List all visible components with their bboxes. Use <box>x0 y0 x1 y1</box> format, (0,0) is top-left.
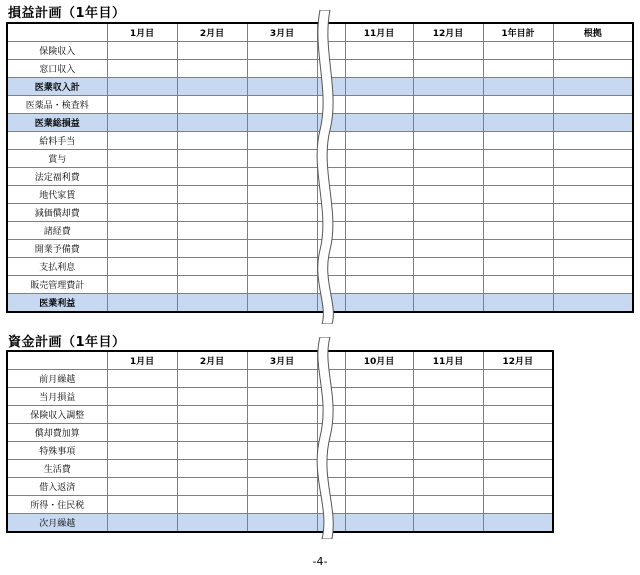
pl-value-cell[interactable] <box>345 132 413 150</box>
cf-gap-cell <box>317 351 345 370</box>
pl-value-cell[interactable] <box>413 96 483 114</box>
pl-table-row <box>7 78 633 96</box>
pl-value-cell[interactable] <box>553 42 633 60</box>
cf-row-label: 前月繰越 <box>7 370 107 388</box>
cf-col-header: 12月目 <box>483 351 553 370</box>
cf-value-cell[interactable] <box>177 406 247 424</box>
cf-value-cell[interactable] <box>345 442 413 460</box>
cf-value-cell[interactable] <box>177 514 247 533</box>
cf-table-row <box>7 442 553 460</box>
pl-value-cell[interactable] <box>247 78 317 96</box>
cf-col-header: 2月目 <box>177 351 247 370</box>
cf-value-cell[interactable] <box>345 370 413 388</box>
pl-value-cell[interactable] <box>345 258 413 276</box>
pl-value-cell[interactable] <box>177 96 247 114</box>
pl-gap-cell <box>317 132 345 150</box>
pl-value-cell[interactable] <box>345 204 413 222</box>
pl-gap-cell <box>317 222 345 240</box>
pl-value-cell[interactable] <box>107 186 177 204</box>
cf-value-cell[interactable] <box>107 388 177 406</box>
cf-value-cell[interactable] <box>247 442 317 460</box>
pl-value-cell[interactable] <box>107 132 177 150</box>
pl-value-cell[interactable] <box>247 132 317 150</box>
pl-gap-cell <box>317 204 345 222</box>
pl-value-cell[interactable] <box>247 60 317 78</box>
cf-table-row <box>7 370 553 388</box>
pl-value-cell[interactable] <box>345 294 413 313</box>
pl-col-header: 2月目 <box>177 23 247 42</box>
pl-value-cell[interactable] <box>247 276 317 294</box>
pl-table-row <box>7 204 633 222</box>
pl-value-cell[interactable] <box>413 258 483 276</box>
pl-value-cell[interactable] <box>247 42 317 60</box>
pl-value-cell[interactable] <box>247 294 317 313</box>
pl-row-label: 医業利益 <box>7 294 107 313</box>
cf-col-header: 3月目 <box>247 351 317 370</box>
pl-value-cell[interactable] <box>247 204 317 222</box>
pl-table-row <box>7 276 633 294</box>
cf-value-cell[interactable] <box>483 478 553 496</box>
cf-value-cell[interactable] <box>107 496 177 514</box>
pl-table-row <box>7 240 633 258</box>
pl-value-cell[interactable] <box>413 276 483 294</box>
cf-value-cell[interactable] <box>483 460 553 478</box>
pl-value-cell[interactable] <box>413 204 483 222</box>
pl-value-cell[interactable] <box>107 222 177 240</box>
cf-gap-cell <box>317 442 345 460</box>
cf-value-cell[interactable] <box>177 496 247 514</box>
cf-value-cell[interactable] <box>247 370 317 388</box>
pl-value-cell[interactable] <box>553 276 633 294</box>
pl-value-cell[interactable] <box>413 132 483 150</box>
cf-table <box>6 350 554 533</box>
pl-row-label: 医薬品・検査料 <box>7 96 107 114</box>
pl-table-row <box>7 42 633 60</box>
pl-row-label: 法定福利費 <box>7 168 107 186</box>
pl-gap-cell <box>317 294 345 313</box>
cf-value-cell[interactable] <box>483 388 553 406</box>
cf-table-row <box>7 460 553 478</box>
pl-table-row <box>7 186 633 204</box>
pl-value-cell[interactable] <box>107 258 177 276</box>
pl-gap-cell <box>317 150 345 168</box>
pl-row-label: 減価償却費 <box>7 204 107 222</box>
pl-value-cell[interactable] <box>107 240 177 258</box>
pl-value-cell[interactable] <box>107 42 177 60</box>
cf-row-label: 生活費 <box>7 460 107 478</box>
pl-gap-cell <box>317 42 345 60</box>
pl-gap-cell <box>317 276 345 294</box>
cf-value-cell[interactable] <box>107 514 177 533</box>
cf-value-cell[interactable] <box>247 388 317 406</box>
pl-table-row <box>7 168 633 186</box>
pl-value-cell[interactable] <box>177 132 247 150</box>
pl-value-cell[interactable] <box>247 258 317 276</box>
cf-col-header: 1月目 <box>107 351 177 370</box>
page-number: -4- <box>312 555 328 568</box>
pl-value-cell[interactable] <box>483 96 553 114</box>
pl-value-cell[interactable] <box>177 78 247 96</box>
pl-value-cell[interactable] <box>483 42 553 60</box>
pl-value-cell[interactable] <box>177 42 247 60</box>
pl-value-cell[interactable] <box>553 186 633 204</box>
pl-table-row <box>7 96 633 114</box>
pl-value-cell[interactable] <box>345 78 413 96</box>
pl-value-cell[interactable] <box>413 150 483 168</box>
cf-value-cell[interactable] <box>483 406 553 424</box>
cf-gap-cell <box>317 496 345 514</box>
pl-row-label: 販売管理費計 <box>7 276 107 294</box>
cf-value-cell[interactable] <box>107 442 177 460</box>
cf-value-cell[interactable] <box>247 406 317 424</box>
cf-value-cell[interactable] <box>107 424 177 442</box>
pl-value-cell[interactable] <box>107 78 177 96</box>
pl-value-cell[interactable] <box>177 168 247 186</box>
pl-value-cell[interactable] <box>553 150 633 168</box>
pl-value-cell[interactable] <box>177 240 247 258</box>
pl-table-row <box>7 294 633 313</box>
pl-value-cell[interactable] <box>413 168 483 186</box>
pl-value-cell[interactable] <box>553 258 633 276</box>
pl-table-row <box>7 132 633 150</box>
pl-value-cell[interactable] <box>177 276 247 294</box>
pl-value-cell[interactable] <box>177 114 247 132</box>
pl-table-row <box>7 114 633 132</box>
pl-value-cell[interactable] <box>107 150 177 168</box>
cf-value-cell[interactable] <box>345 478 413 496</box>
cf-value-cell[interactable] <box>345 424 413 442</box>
pl-value-cell[interactable] <box>247 150 317 168</box>
pl-row-label: 諸経費 <box>7 222 107 240</box>
pl-value-cell[interactable] <box>107 276 177 294</box>
pl-table-row <box>7 150 633 168</box>
cf-col-header: 11月目 <box>413 351 483 370</box>
pl-value-cell[interactable] <box>107 96 177 114</box>
cf-value-cell[interactable] <box>413 442 483 460</box>
cf-value-cell[interactable] <box>483 442 553 460</box>
pl-value-cell[interactable] <box>177 258 247 276</box>
pl-section-title: 損益計画（1年目） <box>8 6 126 21</box>
pl-value-cell[interactable] <box>483 258 553 276</box>
cf-value-cell[interactable] <box>413 514 483 533</box>
pl-row-label: 開業予備費 <box>7 240 107 258</box>
cf-table-row <box>7 478 553 496</box>
pl-gap-cell <box>317 186 345 204</box>
cf-row-label: 次月繰越 <box>7 514 107 533</box>
cf-section-title: 資金計画（1年目） <box>8 335 126 350</box>
pl-row-label: 窓口収入 <box>7 60 107 78</box>
cf-value-cell[interactable] <box>345 496 413 514</box>
pl-value-cell[interactable] <box>247 186 317 204</box>
pl-row-label: 賞与 <box>7 150 107 168</box>
pl-value-cell[interactable] <box>345 222 413 240</box>
cf-value-cell[interactable] <box>483 496 553 514</box>
pl-value-cell[interactable] <box>553 222 633 240</box>
pl-value-cell[interactable] <box>345 42 413 60</box>
cf-value-cell[interactable] <box>413 370 483 388</box>
cf-value-cell[interactable] <box>483 370 553 388</box>
pl-value-cell[interactable] <box>177 204 247 222</box>
cf-gap-cell <box>317 424 345 442</box>
pl-value-cell[interactable] <box>247 96 317 114</box>
cf-value-cell[interactable] <box>345 388 413 406</box>
pl-value-cell[interactable] <box>483 60 553 78</box>
pl-row-label: 保険収入 <box>7 42 107 60</box>
pl-table-row <box>7 222 633 240</box>
cf-gap-cell <box>317 514 345 533</box>
cf-value-cell[interactable] <box>413 460 483 478</box>
pl-row-label: 支払利息 <box>7 258 107 276</box>
pl-row-label: 医業総損益 <box>7 114 107 132</box>
cf-gap-cell <box>317 478 345 496</box>
pl-table-row <box>7 258 633 276</box>
cf-value-cell[interactable] <box>107 478 177 496</box>
cf-value-cell[interactable] <box>413 406 483 424</box>
pl-value-cell[interactable] <box>345 186 413 204</box>
pl-value-cell[interactable] <box>177 150 247 168</box>
pl-value-cell[interactable] <box>413 222 483 240</box>
pl-value-cell[interactable] <box>483 114 553 132</box>
cf-value-cell[interactable] <box>413 478 483 496</box>
pl-value-cell[interactable] <box>553 78 633 96</box>
pl-gap-cell <box>317 60 345 78</box>
cf-value-cell[interactable] <box>177 424 247 442</box>
cf-value-cell[interactable] <box>413 496 483 514</box>
pl-header-corner <box>7 23 107 42</box>
pl-value-cell[interactable] <box>345 114 413 132</box>
pl-value-cell[interactable] <box>413 60 483 78</box>
cf-table-row <box>7 424 553 442</box>
pl-gap-cell <box>317 114 345 132</box>
cf-value-cell[interactable] <box>483 424 553 442</box>
cf-value-cell[interactable] <box>345 406 413 424</box>
pl-value-cell[interactable] <box>483 294 553 313</box>
cf-row-label: 保険収入調整 <box>7 406 107 424</box>
cf-value-cell[interactable] <box>345 514 413 533</box>
cf-header-corner <box>7 351 107 370</box>
cf-value-cell[interactable] <box>413 424 483 442</box>
cf-row-label: 当月損益 <box>7 388 107 406</box>
pl-col-header: 1月目 <box>107 23 177 42</box>
pl-table-row <box>7 60 633 78</box>
cf-value-cell[interactable] <box>247 460 317 478</box>
pl-value-cell[interactable] <box>413 42 483 60</box>
pl-value-cell[interactable] <box>413 294 483 313</box>
pl-value-cell[interactable] <box>345 96 413 114</box>
cf-value-cell[interactable] <box>247 496 317 514</box>
pl-value-cell[interactable] <box>107 294 177 313</box>
cf-value-cell[interactable] <box>177 460 247 478</box>
pl-value-cell[interactable] <box>483 78 553 96</box>
pl-value-cell[interactable] <box>553 204 633 222</box>
pl-value-cell[interactable] <box>345 240 413 258</box>
pl-value-cell[interactable] <box>345 60 413 78</box>
pl-value-cell[interactable] <box>247 114 317 132</box>
cf-col-header: 10月目 <box>345 351 413 370</box>
pl-value-cell[interactable] <box>345 168 413 186</box>
pl-value-cell[interactable] <box>247 240 317 258</box>
pl-value-cell[interactable] <box>483 186 553 204</box>
pl-value-cell[interactable] <box>345 150 413 168</box>
pl-value-cell[interactable] <box>483 240 553 258</box>
pl-value-cell[interactable] <box>553 114 633 132</box>
cf-value-cell[interactable] <box>107 460 177 478</box>
cf-value-cell[interactable] <box>177 478 247 496</box>
pl-value-cell[interactable] <box>177 222 247 240</box>
cf-value-cell[interactable] <box>413 388 483 406</box>
pl-value-cell[interactable] <box>107 204 177 222</box>
pl-gap-cell <box>317 258 345 276</box>
pl-value-cell[interactable] <box>483 204 553 222</box>
pl-value-cell[interactable] <box>413 114 483 132</box>
pl-row-label: 医業収入計 <box>7 78 107 96</box>
cf-value-cell[interactable] <box>177 370 247 388</box>
pl-value-cell[interactable] <box>247 168 317 186</box>
cf-gap-cell <box>317 406 345 424</box>
pl-row-label: 給料手当 <box>7 132 107 150</box>
pl-value-cell[interactable] <box>483 222 553 240</box>
cf-value-cell[interactable] <box>345 460 413 478</box>
pl-value-cell[interactable] <box>107 168 177 186</box>
pl-value-cell[interactable] <box>553 294 633 313</box>
pl-col-header: 12月目 <box>413 23 483 42</box>
pl-gap-cell <box>317 168 345 186</box>
cf-header-row <box>7 351 553 370</box>
cf-table-row <box>7 406 553 424</box>
cf-row-label: 特殊事項 <box>7 442 107 460</box>
cf-row-label: 借入返済 <box>7 478 107 496</box>
pl-value-cell[interactable] <box>413 240 483 258</box>
pl-table <box>6 22 634 313</box>
pl-col-header: 根拠 <box>553 23 633 42</box>
pl-value-cell[interactable] <box>345 276 413 294</box>
pl-value-cell[interactable] <box>483 276 553 294</box>
pl-value-cell[interactable] <box>553 96 633 114</box>
pl-value-cell[interactable] <box>413 78 483 96</box>
pl-value-cell[interactable] <box>107 114 177 132</box>
pl-value-cell[interactable] <box>483 168 553 186</box>
cf-row-label: 所得・住民税 <box>7 496 107 514</box>
pl-gap-cell <box>317 23 345 42</box>
pl-value-cell[interactable] <box>107 60 177 78</box>
pl-value-cell[interactable] <box>483 132 553 150</box>
cf-value-cell[interactable] <box>107 370 177 388</box>
cf-gap-cell <box>317 460 345 478</box>
pl-gap-cell <box>317 240 345 258</box>
cf-value-cell[interactable] <box>177 442 247 460</box>
pl-row-label: 地代家賃 <box>7 186 107 204</box>
pl-value-cell[interactable] <box>483 150 553 168</box>
pl-value-cell[interactable] <box>553 240 633 258</box>
pl-value-cell[interactable] <box>247 222 317 240</box>
pl-value-cell[interactable] <box>177 186 247 204</box>
cf-value-cell[interactable] <box>247 514 317 533</box>
pl-col-header: 1年目計 <box>483 23 553 42</box>
cf-value-cell[interactable] <box>177 388 247 406</box>
pl-value-cell[interactable] <box>413 186 483 204</box>
cf-table-row <box>7 388 553 406</box>
pl-value-cell[interactable] <box>553 60 633 78</box>
pl-col-header: 11月目 <box>345 23 413 42</box>
pl-gap-cell <box>317 78 345 96</box>
pl-value-cell[interactable] <box>553 168 633 186</box>
pl-value-cell[interactable] <box>177 60 247 78</box>
pl-gap-cell <box>317 96 345 114</box>
cf-value-cell[interactable] <box>107 406 177 424</box>
pl-value-cell[interactable] <box>177 294 247 313</box>
cf-value-cell[interactable] <box>483 514 553 533</box>
cf-gap-cell <box>317 388 345 406</box>
cf-table-row <box>7 514 553 533</box>
cf-row-label: 償却費加算 <box>7 424 107 442</box>
cf-value-cell[interactable] <box>247 478 317 496</box>
cf-gap-cell <box>317 370 345 388</box>
pl-header-row <box>7 23 633 42</box>
pl-value-cell[interactable] <box>553 132 633 150</box>
pl-col-header: 3月目 <box>247 23 317 42</box>
cf-value-cell[interactable] <box>247 424 317 442</box>
cf-table-row <box>7 496 553 514</box>
